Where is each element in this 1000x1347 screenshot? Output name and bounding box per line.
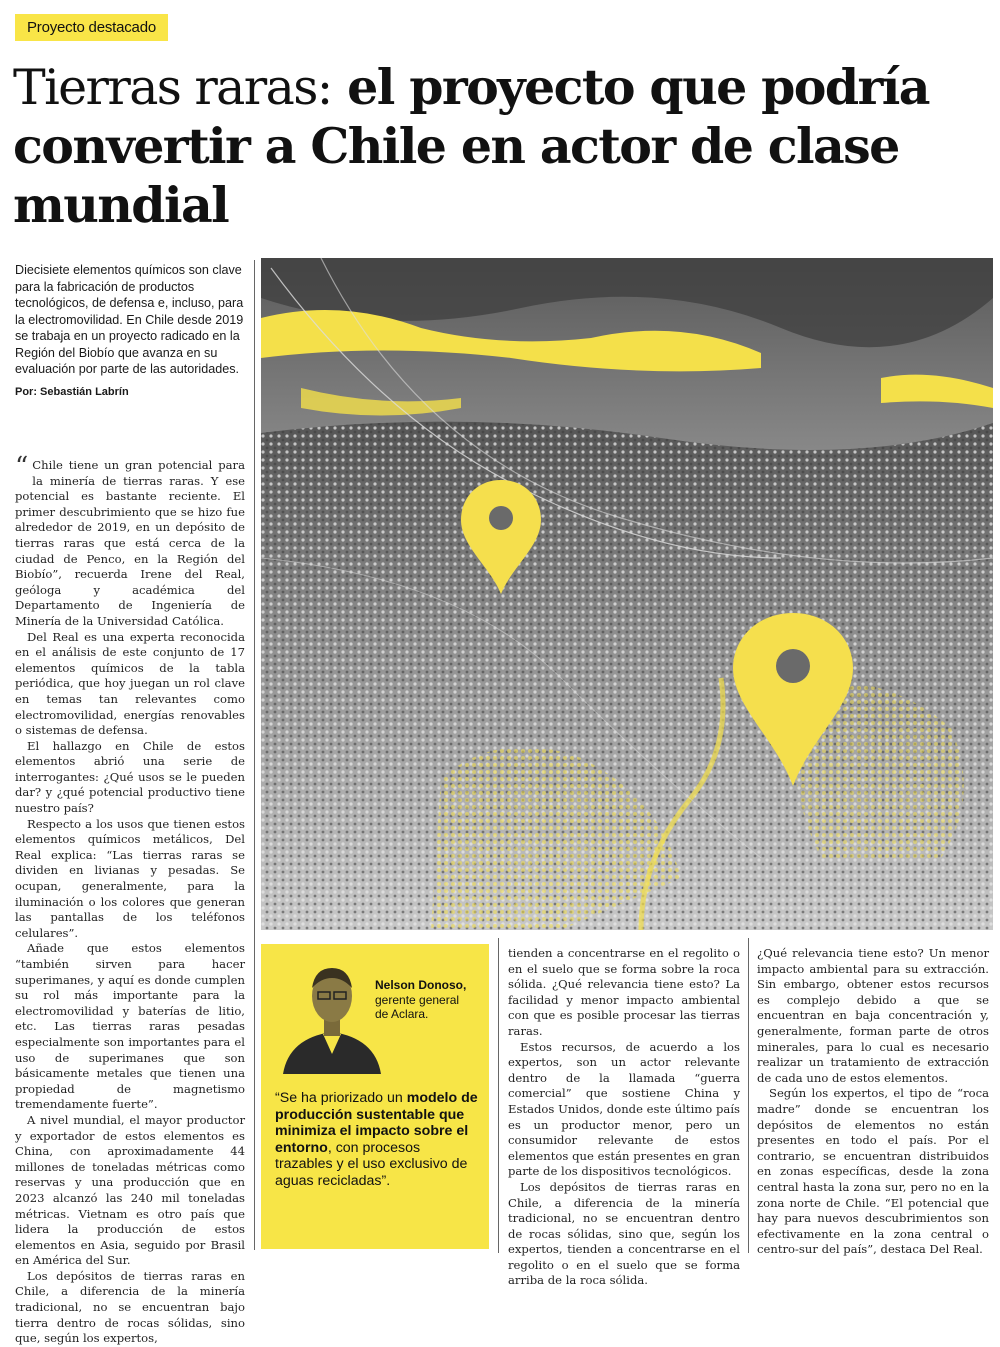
pull-quote-bold: modelo de producción sustentable que minimiza el impacto sobre el entorno xyxy=(275,1090,478,1156)
column-divider xyxy=(254,260,255,1250)
forest-landscape-photo xyxy=(261,258,993,930)
headline xyxy=(13,58,993,235)
pull-quote-rest: , con procesos trazables y el uso exclusivo de aguas recicladas”. xyxy=(275,1139,468,1189)
body-paragraph: Respecto a los usos que tienen estos elementos químicos metálicos, Del Real explica: “Las tierras raras se dividen en livianas y pesadas. Se ocupan, generalmente, para la iluminación o los colores que generan las pantallas de los teléfonos celulares”. xyxy=(15,816,245,940)
body-column-4 xyxy=(757,946,989,1256)
column-divider xyxy=(748,938,749,1253)
body-paragraph: Estos recursos, de acuerdo a los expertos, son un actor relevante dentro de la llamada “guerra comercial” que sostiene China y Estados Unidos, donde este último país es un productor menor, pero un consumidor relevante de estos elementos que están presentes en gran parte de los dispositivos tecnológicos. xyxy=(508,1039,740,1179)
body-paragraph: Los depósitos de tierras raras en Chile, a diferencia de la minería tradicional, no se encuentran dentro de rocas sólidas, sino que, según los expertos, tienden a concentrarse en el regolito o en el suelo que se forma arriba de la roca sólida. xyxy=(508,1179,740,1288)
body-paragraph: El hallazgo en Chile de estos elementos abrió una serie de interrogantes: ¿Qué usos se le pueden dar? y ¿qué potencial productivo tiene nuestro país? xyxy=(15,738,245,816)
body-paragraph: Añade que estos elementos “también sirven para hacer superimanes, y aquí es donde cumplen su rol más importante para la electromovilidad y baterías de litio, etc. Las tierras raras pesadas especialmente son importantes para el uso de superimanes que son básicamente metales que tienen una propiedad de magnetismo tremendamente fuerte”. xyxy=(15,941,245,1112)
portrait-photo xyxy=(283,956,381,1074)
pull-quote-open: “Se ha priorizado un xyxy=(275,1090,403,1106)
body-paragraph: Según los expertos, el tipo de “roca madre” donde se encuentran los depósitos de elementos no están presentes en todo el país. Por el contrario, se encuentran distribuidos en zonas específicas, desde la zona central hasta la zona sur, pero no en la zona norte de Chile. “El potencial que hay para nuevos descubrimientos son efectivamente en la zona central o centro-sur del país”, destaca Del Real. xyxy=(757,1086,989,1257)
body-paragraph: A nivel mundial, el mayor productor y exportador de estos elementos es China, con aproximadamente 44 millones de toneladas métricas como reservas y una producción que en 2023 alcanzó las 240 mil toneladas métricas. Vietnam es otro país que lidera la producción de estos elementos en Asia, seguido por Brasil en América del Sur. xyxy=(15,1112,245,1268)
quote-mark-icon: “ xyxy=(15,452,29,482)
body-column-3 xyxy=(508,946,740,1288)
body-paragraph: Del Real es una experta reconocida en el análisis de este conjunto de 17 elementos químicos de la tabla periódica, que hoy juegan un rol clave en temas tan relevantes como electromovilidad, energías renovables o sistemas de defensa. xyxy=(15,629,245,738)
speaker-role-line1: gerente general xyxy=(375,992,460,1007)
headline-light: Tierras raras: xyxy=(13,59,332,116)
quote-sidebar xyxy=(261,944,489,1249)
body-paragraph: tienden a concentrarse en el regolito o en el suelo que se forma sobre la roca sólida. ¿Qué relevancia tiene esto? La facilidad y menor impacto ambiental con que es posible procesar las tierras raras. xyxy=(508,946,740,1038)
body-paragraph: ¿Qué relevancia tiene esto? Un menor impacto ambiental para su extracción. Sin embargo, obtener estos recursos es complejo debido a que se encuentran en baja concentración y, generalmente, forman parte de otros minerales, para lo cual es necesario realizar un tratamiento de extracción de cada uno de estos elementos. xyxy=(757,946,989,1085)
speaker-credit xyxy=(375,978,466,1022)
headline-bold: el proyecto que podría convertir a Chile en actor de clase mundial xyxy=(13,58,929,234)
lead-paragraph: Diecisiete elementos químicos son clave para la fabricación de productos tecnológicos, de defensa e, incluso, para la electromovilidad. En Chile desde 2019 se trabaja en un proyecto radicado en la Región del Biobío que avanza en su evaluación por parte de las autoridades. xyxy=(15,263,244,376)
body-paragraph: Los depósitos de tierras raras en Chile, a diferencia de la minería tradicional, no se encuentran bajo tierra dentro de rocas sólidas, sino que, según los expertos, xyxy=(15,1268,245,1346)
body-paragraph: “ Chile tiene un gran potencial para la minería de tierras raras. Y ese potencial es bastante reciente. El primer descubrimiento que se hizo fue alrededor de 2019, en un depósito de tierras raras que está cerca de la ciudad de Penco, en la Región del Biobío”, recuerda Irene del Real, geóloga y académica del Departamento de Ingeniería de Minería de la Universidad Católica. xyxy=(15,452,245,628)
section-tag: Proyecto destacado xyxy=(15,14,168,41)
pull-quote xyxy=(275,1090,481,1190)
speaker-name: Nelson Donoso, xyxy=(375,978,467,992)
body-column-1 xyxy=(15,452,245,1346)
speaker-role-line2: de Aclara. xyxy=(375,1007,429,1021)
byline: Por: Sebastián Labrín xyxy=(15,386,129,398)
column-divider xyxy=(498,938,499,1253)
